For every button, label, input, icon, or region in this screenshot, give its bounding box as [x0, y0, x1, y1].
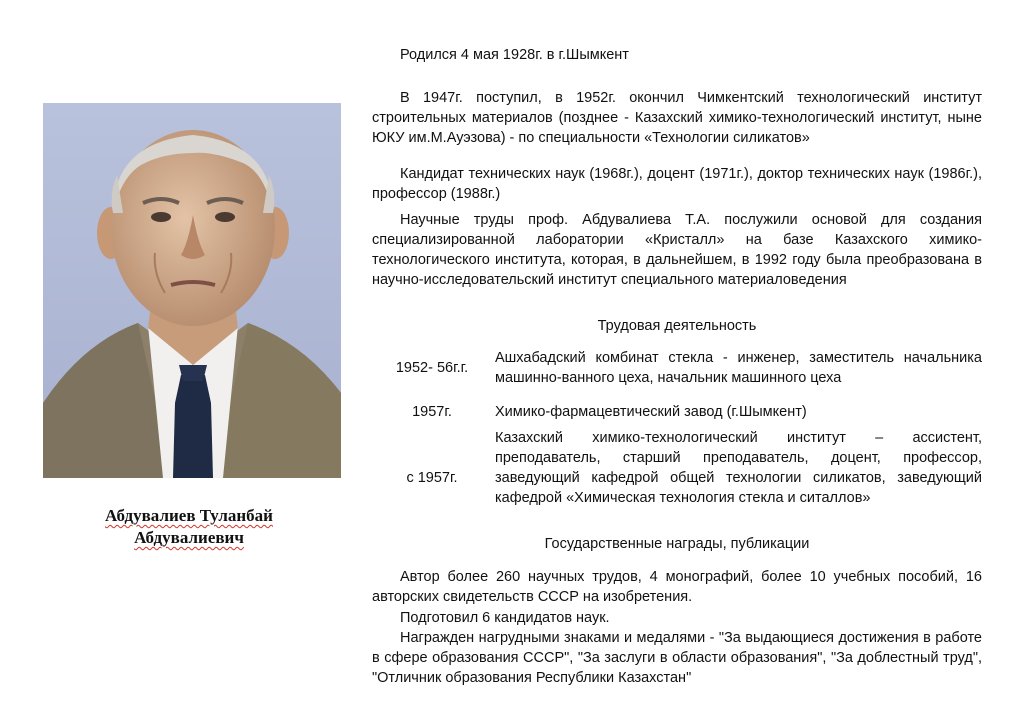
education-paragraph: В 1947г. поступил, в 1952г. окончил Чимкентский технологический институт строительных материалов (позднее - Казахский химико-технологический институт, ныне ЮКУ им.М.Ауэзова) - по специальности «Технологии силикатов» — [372, 90, 982, 146]
career-year: 1952- 56г.г. — [395, 360, 469, 376]
career-row — [372, 402, 982, 422]
person-name-line1: Абдувалиев Туланбай — [105, 506, 273, 525]
students-paragraph: Подготовил 6 кандидатов наук. — [400, 610, 610, 626]
publications-paragraph: Автор более 260 научных трудов, 4 монографий, более 10 учебных пособий, 16 авторских свидетельств СССР на изобретения. — [372, 569, 982, 605]
degrees-paragraph: Кандидат технических наук (1968г.), доцент (1971г.), доктор технических наук (1986г.), профессор (1988г.) — [372, 166, 982, 202]
career-row — [372, 348, 982, 390]
awards-heading: Государственные награды, публикации — [544, 536, 810, 552]
person-name-line2: Абдувалиевич — [134, 528, 244, 547]
career-row — [372, 428, 982, 528]
person-name — [78, 505, 300, 549]
career-description: Ашхабадский комбинат стекла - инженер, заместитель начальника машинно-ванного цеха, начальник машинного цеха — [495, 350, 982, 386]
born-paragraph: Родился 4 мая 1928г. в г.Шымкент — [400, 47, 629, 63]
portrait-photo — [43, 103, 341, 478]
career-description: Казахский химико-технологический институт – ассистент, преподаватель, старший преподаватель, доцент, профессор, заведующий кафедрой общей технологии силикатов, заведующий кафедрой «Химическая технология стекла и ситаллов» — [495, 430, 982, 506]
career-year: с 1957г. — [406, 470, 458, 486]
medals-paragraph: Награжден нагрудными знаками и медалями - "За выдающиеся достижения в работе в сфере образования СССР", "За заслуги в области образования", "За доблестный труд", "Отличник образования Республики Казахстан" — [372, 630, 982, 686]
career-year: 1957г. — [412, 404, 452, 420]
career-description: Химико-фармацевтический завод (г.Шымкент) — [495, 404, 807, 420]
career-heading: Трудовая деятельность — [597, 318, 757, 334]
works-paragraph: Научные труды проф. Абдувалиева Т.А. послужили основой для создания специализированной лаборатории «Кристалл» на базе Казахского химико-технологического института, которая, в дальнейшем, в 1992 году была преобразована в научно-исследовательский институт специального материаловедения — [372, 212, 982, 288]
